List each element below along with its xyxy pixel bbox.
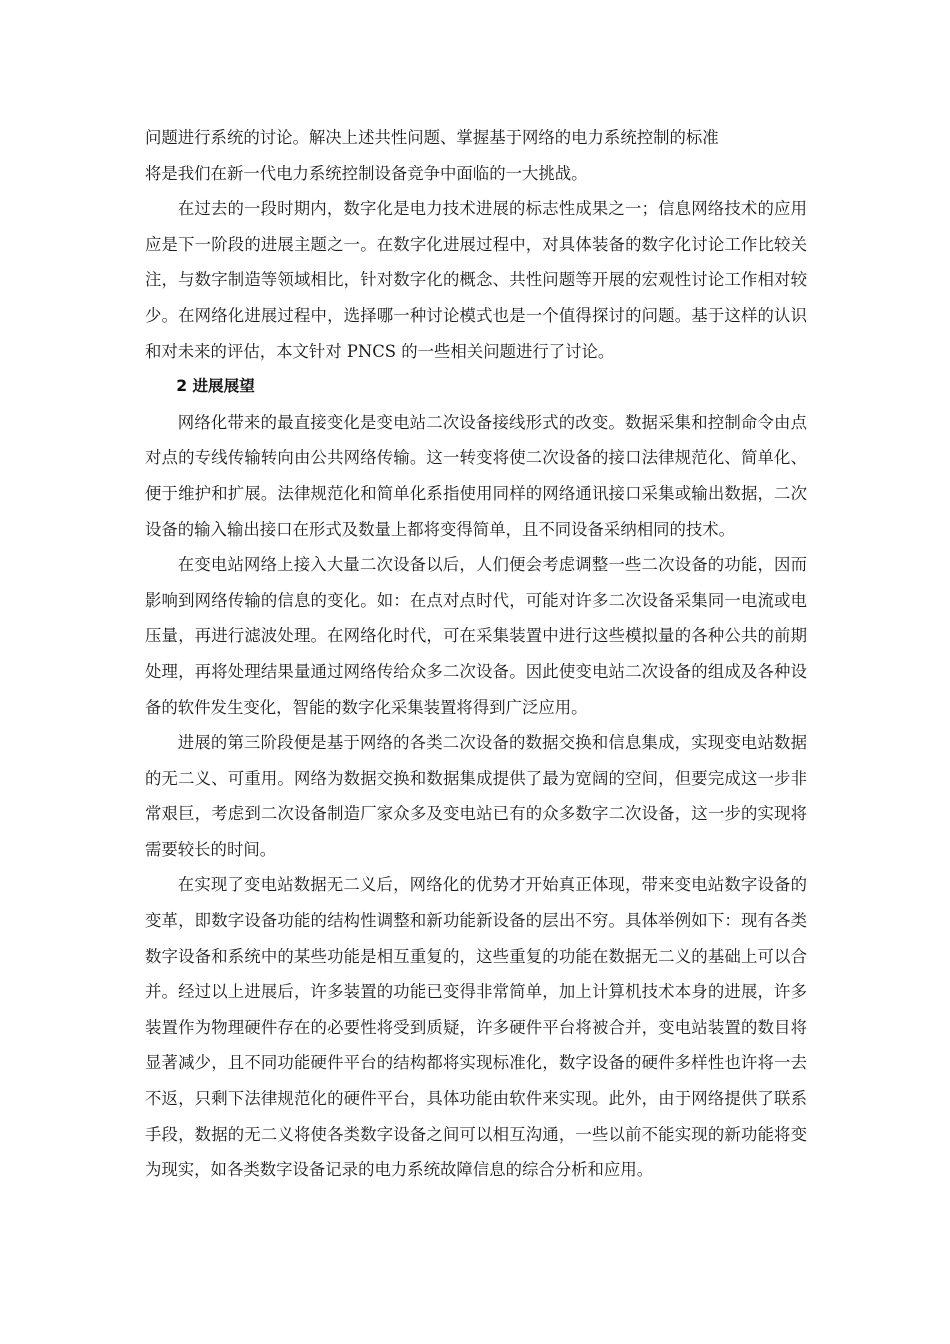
text-line: 将是我们在新一代电力系统控制设备竞争中面临的一大挑战。 bbox=[145, 163, 588, 183]
section-heading: 2 进展展望 bbox=[176, 377, 255, 396]
body-paragraph: 在实现了变电站数据无二义后，网络化的优势才开始真正体现，带来变电站数字设备的变革，即数字设备功能的结构性调整和新功能新设备的层出不穷。具体举例如下：现有各类数字设备和系统中的某些功能是相互重复的，这些重复的功能在数据无二义的基础上可以合并。经过以上进展后，许多装置的功能已变得非常简单，加上计算机技术本身的进展，许多装置作为物理硬件存在的必要性将受到质疑，许多硬件平台将被合并，变电站装置的数目将显著减少，且不同功能硬件平台的结构都将实现标准化，数字设备的硬件多样性也许将一去不返，只剩下法律规范化的硬件平台，具体功能由软件来实现。此外，由于网络提供了联系手段，数据的无二义将使各类数字设备之间可以相互沟通，一些以前不能实现的新功能将变为现实，如各类数字设备记录的电力系统故障信息的综合分析和应用。 bbox=[145, 875, 807, 1180]
body-paragraph: 网络化带来的最直接变化是变电站二次设备接线形式的改变。数据采集和控制命令由点对点的专线传输转向由公共网络传输。这一转变将使二次设备的接口法律规范化、简单化、便于维护和扩展。法律规范化和简单化系指使用同样的网络通讯接口采集或输出数据，二次设备的输入输出接口在形式及数量上都将变得简单，且不同设备采纳相同的技术。 bbox=[145, 412, 807, 539]
text-line: 问题进行系统的讨论。解决上述共性问题、掌握基于网络的电力系统控制的标准 bbox=[145, 128, 719, 147]
body-paragraph: 在过去的一段时期内，数字化是电力技术进展的标志性成果之一；信息网络技术的应用应是下一阶段的进展主题之一。在数字化进展过程中，对具体装备的数字化讨论工作比较关注，与数字制造等领域相比，针对数字化的概念、共性问题等开展的宏观性讨论工作相对较少。在网络化进展过程中，选择哪一种讨论模式也是一个值得探讨的问题。基于这样的认识和对未来的评估，本文针对 PNCS 的一些相关问题进行了讨论。 bbox=[145, 199, 807, 361]
document-body bbox=[145, 120, 807, 1188]
body-paragraph: 在变电站网络上接入大量二次设备以后，人们便会考虑调整一些二次设备的功能，因而影响到网络传输的信息的变化。如：在点对点时代，可能对许多二次设备采集同一电流或电压量，再进行滤波处理。在网络化时代，可在采集装置中进行这些模拟量的各种公共的前期处理，再将处理结果量通过网络传给众多二次设备。因此使变电站二次设备的组成及各种设备的软件发生变化，智能的数字化采集装置将得到广泛应用。 bbox=[145, 555, 807, 717]
body-paragraph: 进展的第三阶段便是基于网络的各类二次设备的数据交换和信息集成，实现变电站数据的无二义、可重用。网络为数据交换和数据集成提供了最为宽阔的空间，但要完成这一步非常艰巨，考虑到二次设备制造厂家众多及变电站已有的众多数字二次设备，这一步的实现将需要较长的时间。 bbox=[145, 733, 807, 859]
carryover-paragraph bbox=[145, 120, 807, 191]
